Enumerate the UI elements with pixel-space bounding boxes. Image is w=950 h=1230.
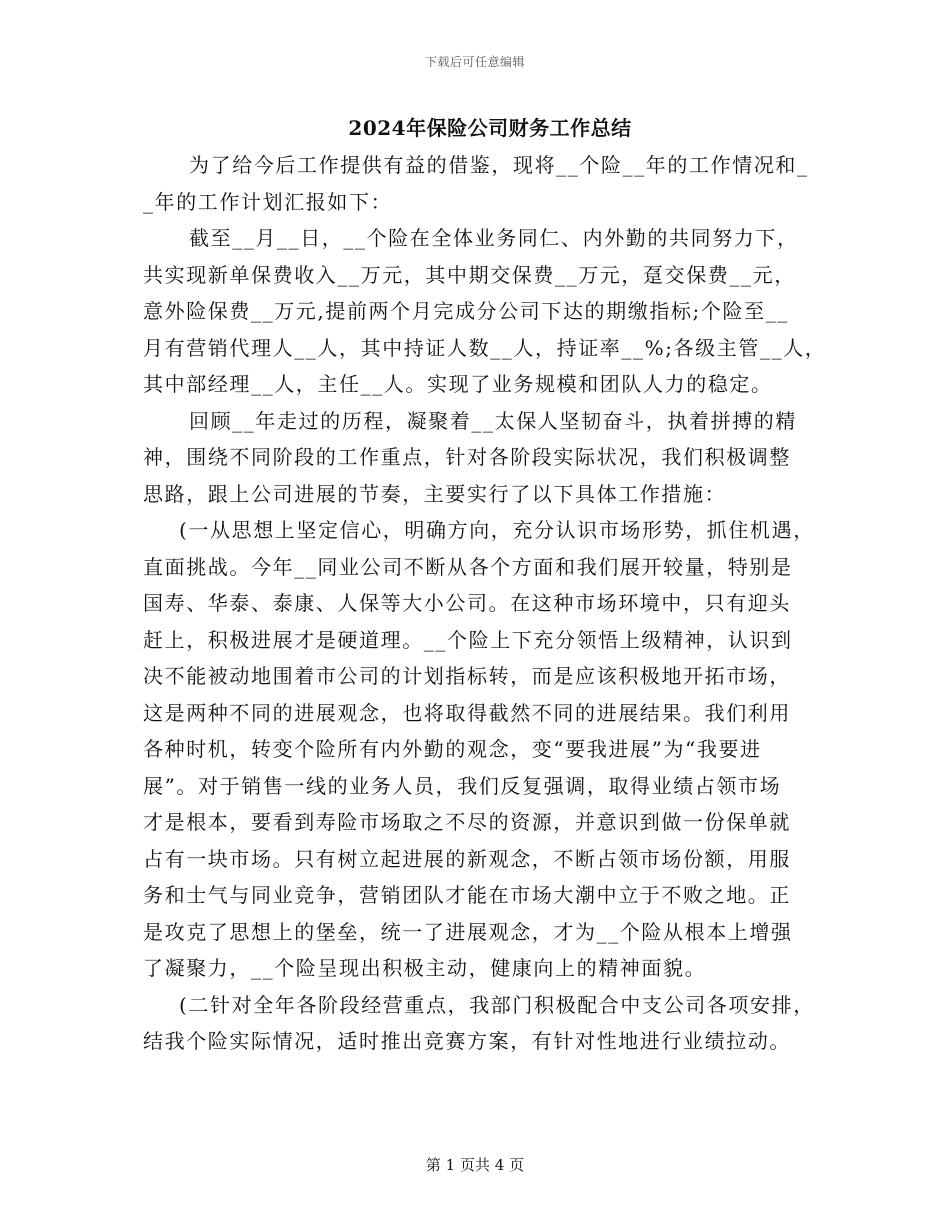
paragraph-line: 意外险保费__万元,提前两个月完成分公司下达的期缴指标;个险至__ — [143, 299, 789, 323]
paragraph-line: 国寿、华泰、泰康、人保等大小公司。在这种市场环境中，只有迎头 — [143, 591, 791, 615]
paragraph-line: 思路，跟上公司进展的节奏，主要实行了以下具体工作措施： — [143, 481, 727, 506]
paragraph-line: 月有营销代理人__人，其中持证人数__人，持证率__%;各级主管__人， — [143, 335, 827, 360]
document-title: 2024年保险公司财务工作总结 — [348, 116, 632, 140]
paragraph-line: 决不能被动地围着市公司的计划指标转，而是应该积极地开拓市场， — [143, 664, 791, 688]
paragraph-measure-one — [143, 512, 843, 987]
paragraph-line: 赶上，积极进展才是硬道理。__个险上下充分领悟上级精神，认识到 — [143, 627, 793, 652]
paragraph-line: 这是两种不同的进展观念，也将取得截然不同的进展结果。我们利用 — [143, 700, 791, 725]
page-number-footer: 第 1 页共 4 页 — [425, 1156, 525, 1174]
paragraph-line: 神，围绕不同阶段的工作重点，针对各阶段实际状况，我们积极调整 — [143, 445, 791, 469]
paragraph-line: 了凝聚力，__个险呈现出积极主动，健康向上的精神面貌。 — [143, 956, 707, 980]
paragraph-results — [143, 220, 843, 403]
paragraph-line: 展”。对于销售一线的业务人员，我们反复强调，取得业绩占领市场 — [143, 773, 782, 798]
paragraph-line: 直面挑战。今年__同业公司不断从各个方面和我们展开较量，特别是 — [143, 554, 793, 579]
paragraph-line: 为了给今后工作提供有益的借鉴，现将__个险__年的工作情况和_ — [189, 153, 809, 177]
paragraph-line: 共实现新单保费收入__万元，其中期交保费__万元，趸交保费__元， — [143, 262, 796, 287]
paragraph-line: 才是根本，要看到寿险市场取之不尽的资源，并意识到做一份保单就 — [143, 810, 791, 834]
paragraph-line: 结我个险实际情况，适时推出竞赛方案，有针对性地进行业绩拉动。 — [143, 1029, 791, 1053]
header-note: 下载后可任意编辑 — [424, 55, 525, 69]
paragraph-line: 回顾__年走过的历程，凝聚着__太保人坚韧奋斗，执着拼搏的精 — [189, 408, 797, 433]
paragraph-line: (二针对全年各阶段经营重点，我部门积极配合中支公司各项安排， — [179, 992, 815, 1017]
paragraph-line: (一从思想上坚定信心，明确方向，充分认识市场形势，抓住机遇， — [179, 518, 815, 542]
paragraph-line: 其中部经理__人，主任__人。实现了业务规模和团队人力的稳定。 — [143, 372, 773, 396]
paragraph-measure-two — [143, 987, 843, 1060]
paragraph-line: 是攻克了思想上的堡垒，统一了进展观念，才为__个险从根本上增强 — [143, 919, 793, 944]
paragraph-line: 占有一块市场。只有树立起进展的新观念，不断占领市场份额，用服 — [143, 846, 791, 871]
paragraph-line: 各种时机，转变个险所有内外勤的观念，变“要我进展”为“我要进 — [143, 737, 762, 761]
paragraph-line: 截至__月__日，__个险在全体业务同仁、内外勤的共同努力下， — [189, 226, 799, 250]
document-body — [143, 147, 843, 1060]
paragraph-line: 务和士气与同业竞争，营销团队才能在市场大潮中立于不败之地。正 — [143, 883, 791, 907]
paragraph-line: _年的工作计划汇报如下： — [143, 189, 393, 214]
paragraph-intro — [143, 147, 843, 220]
paragraph-review — [143, 403, 843, 513]
